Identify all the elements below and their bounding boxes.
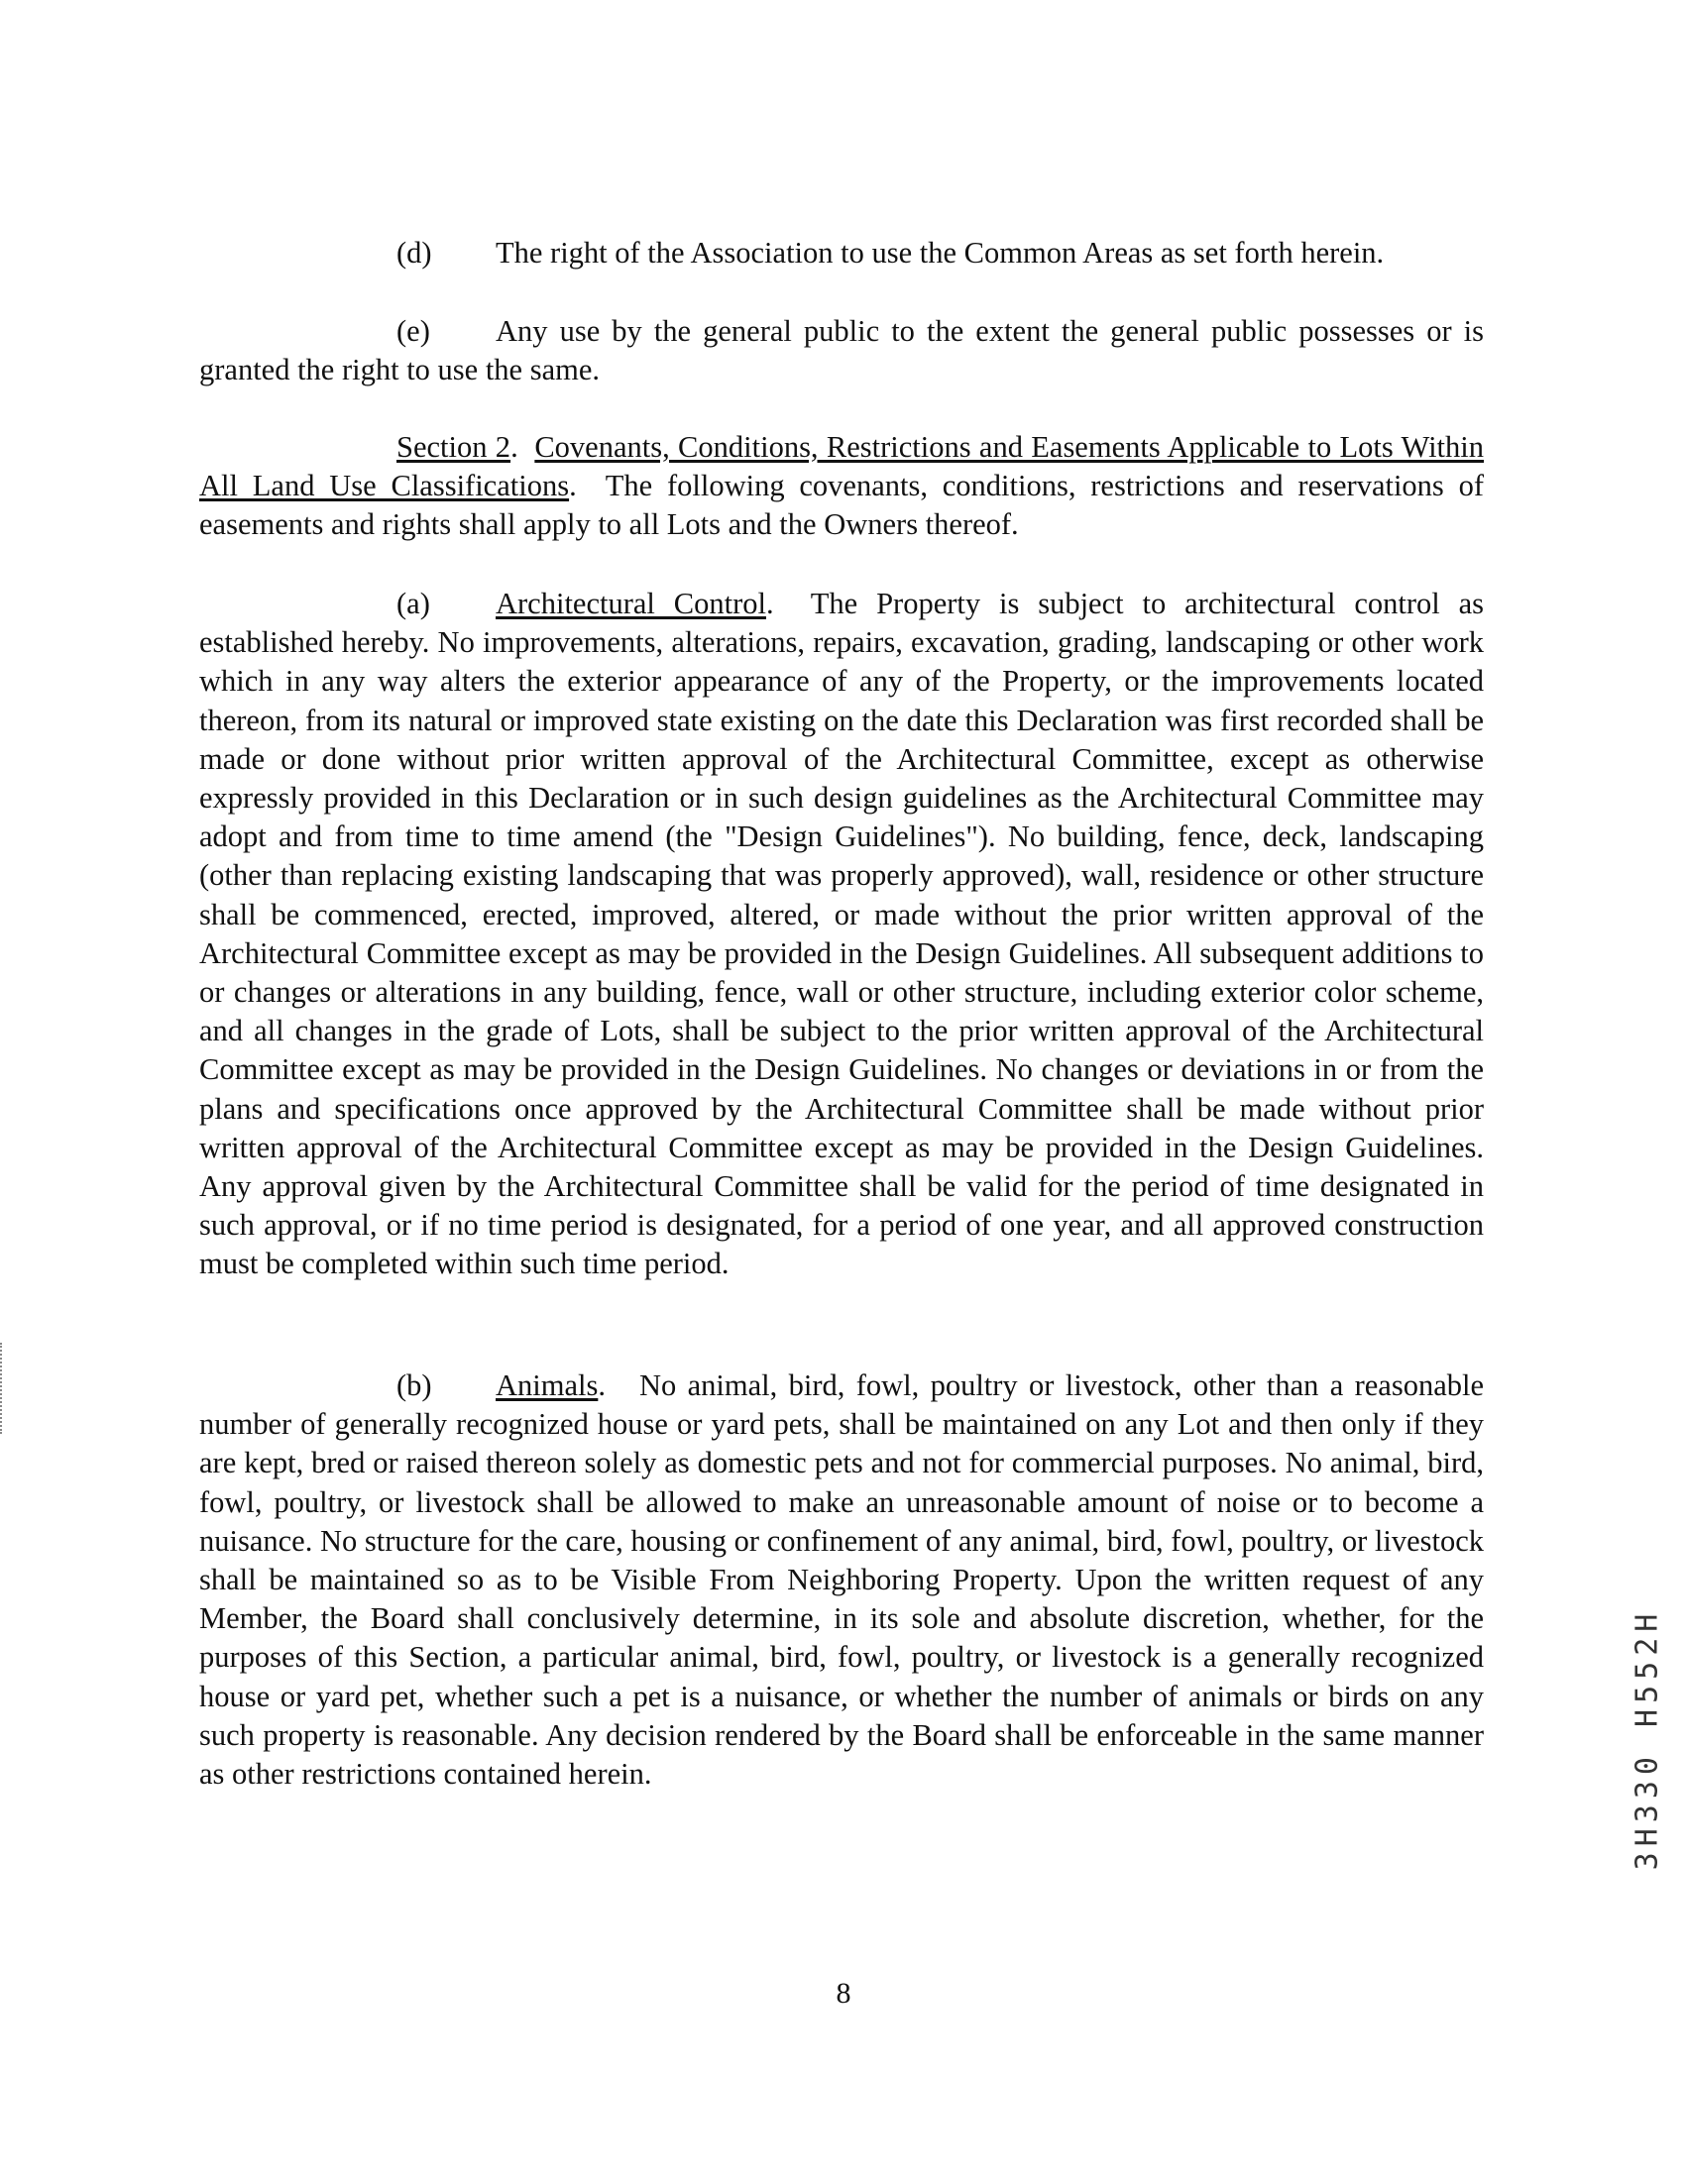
paragraph-b-heading: Animals bbox=[496, 1368, 599, 1402]
paragraph-e-text: Any use by the general public to the extent the general public possesses or is granted the right to use the same. bbox=[199, 314, 1484, 387]
paragraph-a-text: The Property is subject to architectural control as established hereby. No improvements, alterations, repairs, excavation, grading, landscaping or other work which in any way alters the exterior appearance of any of the Property, or the improvements located thereon, from its natural or improved state existing on the date this Declaration was first recorded shall be made or done without prior written approval of the Architectural Committee, except as otherwise expressly provided in this Declaration or in such design guidelines as the Architectural Committee may adopt and from time to time amend (the "Design Guidelines"). No building, fence, deck, landscaping (other than replacing existing landscaping that was properly approved), wall, residence or other structure shall be commenced, erected, improved, altered, or made without the prior written approval of the Architectural Committee except as may be provided in the Design Guidelines. All subsequent additions to or changes or alterations in any building, fence, wall or other structure, including exterior color scheme, and all changes in the grade of Lots, shall be subject to the prior written approval of the Architectural Committee except as may be provided in the Design Guidelines. No changes or deviations in or from the plans and specifications once approved by the Architectural Committee shall be made without prior written approval of the Architectural Committee except as may be provided in the Design Guidelines. Any approval given by the Architectural Committee shall be valid for the period of time designated in such approval, or if no time period is designated, for a period of one year, and all approved construction must be completed within such time period. bbox=[199, 587, 1485, 1281]
paragraph-a: (a) Architectural Control. The Property is subject to architectural control as established hereby. No improvements, alterations, repairs, excavation, grading, landscaping or other work which in any way alters the exterior appearance of any of the Property, or the improvements located thereon, from its natural or improved state existing on the date this Declaration was first recorded shall be made or done without prior written approval of the Architectural Committee, except as otherwise expressly provided in this Declaration or in such design guidelines as the Architectural Committee may adopt and from time to time amend (the "Design Guidelines"). No building, fence, deck, landscaping (other than replacing existing landscaping that was properly approved), wall, residence or other structure shall be commenced, erected, improved, altered, or made without the prior written approval of the Architectural Committee except as may be provided in the Design Guidelines. All subsequent additions to or changes or alterations in any building, fence, wall or other structure, including exterior color scheme, and all changes in the grade of Lots, shall be subject to the prior written approval of the Architectural Committee except as may be provided in the Design Guidelines. No changes or deviations in or from the plans and specifications once approved by the Architectural Committee shall be made without prior written approval of the Architectural Committee except as may be provided in the Design Guidelines. Any approval given by the Architectural Committee shall be valid for the period of time designated in such approval, or if no time period is designated, for a period of one year, and all approved construction must be completed within such time period. bbox=[199, 587, 1485, 1281]
section-2-paragraph: Section 2. Covenants, Conditions, Restrictions and Easements Applicable to Lots Within All Land Use Classifications. The following covenants, conditions, restrictions and reservations of easements and rights shall apply to all Lots and the Owners thereof. bbox=[199, 430, 1485, 542]
paragraph-b: (b) Animals. No animal, bird, fowl, poultry or livestock, other than a reasonable number of generally recognized house or yard pets, shall be maintained on any Lot and then only if they are kept, bred or raised thereon solely as domestic pets and not for commercial purposes. No animal, bird, fowl, poultry, or livestock shall be allowed to make an unreasonable amount of noise or to become a nuisance. No structure for the care, housing or confinement of any animal, bird, fowl, poultry, or livestock shall be maintained so as to be Visible From Neighboring Property. Upon the written request of any Member, the Board shall conclusively determine, in its sole and absolute discretion, whether, for the purposes of this Section, a particular animal, bird, fowl, poultry, or livestock is a generally recognized house or yard pet, whether such a pet is a nuisance, or whether the number of animals or birds on any such property is reasonable. Any decision rendered by the Board shall be enforceable in the same manner as other restrictions contained herein. bbox=[199, 1368, 1484, 1792]
scan-edge-mark bbox=[0, 1343, 4, 1434]
paragraph-e: (e) Any use by the general public to the extent the general public possesses or is granted the right to use the same. bbox=[199, 314, 1484, 387]
section-2-text: The following covenants, conditions, restrictions and reservations of easements and rights shall apply to all Lots and the Owners thereof. bbox=[199, 469, 1485, 542]
paragraph-a-heading: Architectural Control bbox=[496, 587, 766, 620]
section-2-number: Section 2 bbox=[396, 430, 511, 464]
recording-stamp bbox=[1626, 1595, 1669, 1883]
paragraph-b-text: No animal, bird, fowl, poultry or livestock, other than a reasonable number of generally recognized house or yard pets, shall be maintained on any Lot and then only if they are kept, bred or raised thereon solely as domestic pets and not for commercial purposes. No animal, bird, fowl, poultry, or livestock shall be allowed to make an unreasonable amount of noise or to become a nuisance. No structure for the care, housing or confinement of any animal, bird, fowl, poultry, or livestock shall be maintained so as to be Visible From Neighboring Property. Upon the written request of any Member, the Board shall conclusively determine, in its sole and absolute discretion, whether, for the purposes of this Section, a particular animal, bird, fowl, poultry, or livestock is a generally recognized house or yard pet, whether such a pet is a nuisance, or whether the number of animals or birds on any such property is reasonable. Any decision rendered by the Board shall be enforceable in the same manner as other restrictions contained herein. bbox=[199, 1368, 1484, 1792]
paragraph-d-text: The right of the Association to use the Common Areas as set forth herein. bbox=[496, 236, 1385, 270]
section-2-heading: Covenants, Conditions, Restrictions and Easements Applicable to Lots Within All Land Use Classifications bbox=[199, 430, 1484, 503]
recording-stamp-text: 3H330 H552H bbox=[1630, 1607, 1665, 1871]
page-number: 8 bbox=[836, 1977, 851, 2010]
paragraph-d: (d) The right of the Association to use the Common Areas as set forth herein. bbox=[396, 236, 1385, 270]
